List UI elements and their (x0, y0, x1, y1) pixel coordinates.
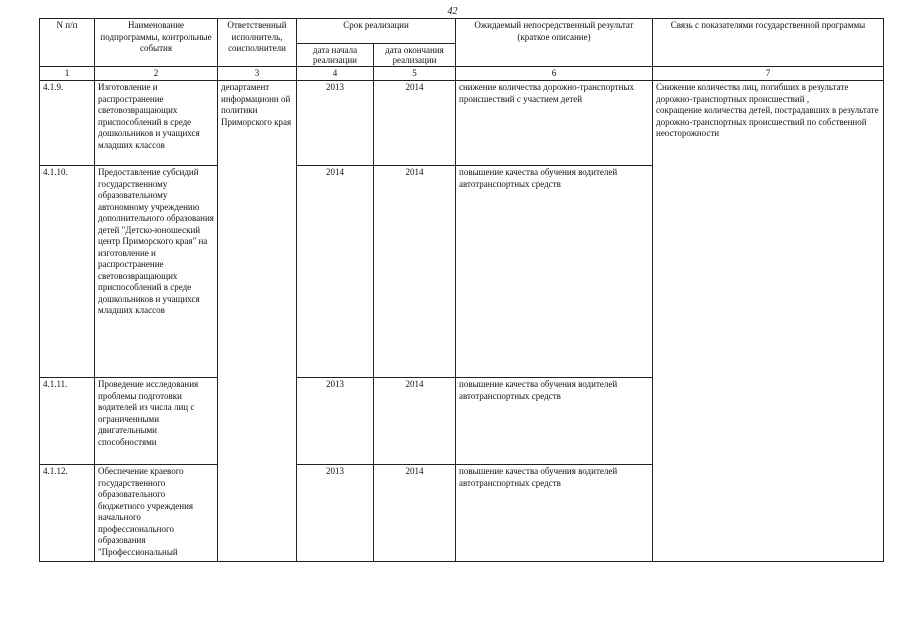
row-num: 4.1.9. (40, 81, 95, 166)
row-end: 2014 (374, 378, 456, 465)
header-end: дата окончания реализации (374, 44, 456, 67)
row-num: 4.1.11. (40, 378, 95, 465)
row-start: 2013 (297, 465, 374, 562)
row-num: 4.1.10. (40, 166, 95, 378)
column-number: 1 (40, 67, 95, 81)
column-number: 5 (374, 67, 456, 81)
row-result: снижение количества дорожно-транспортных происшествий с участием детей (456, 81, 653, 166)
row-name: Предоставление субсидий государственному образовательному автономному учреждению дополнительного образования детей "Детско-юношеский центр Приморского края" на изготовление и распространение световозвращающих приспособлений в среде дошкольников и учащихся младших классов (95, 166, 218, 378)
column-number: 3 (218, 67, 297, 81)
row-end: 2014 (374, 465, 456, 562)
header-period: Срок реализации (297, 19, 456, 44)
column-number: 7 (653, 67, 884, 81)
row-result: повышение качества обучения водителей автотранспортных средств (456, 378, 653, 465)
row-start: 2013 (297, 81, 374, 166)
header-name: Наименование подпрограммы, контрольные события (95, 19, 218, 67)
row-start: 2014 (297, 166, 374, 378)
column-number: 2 (95, 67, 218, 81)
link-cell: Снижение количества лиц, погибших в результате дорожно-транспортных происшествий , сокращение количества детей, пострадавших в результате дорожно-транспортных происшествий по собственной неосторожности (653, 81, 884, 562)
row-name: Изготовление и распространение световозвращающих приспособлений в среде дошкольников и учащихся младших классов (95, 81, 218, 166)
row-end: 2014 (374, 81, 456, 166)
row-result: повышение качества обучения водителей автотранспортных средств (456, 166, 653, 378)
header-num: N п/п (40, 19, 95, 67)
row-result: повышение качества обучения водителей автотранспортных средств (456, 465, 653, 562)
row-name: Проведение исследования проблемы подготовки водителей из числа лиц с ограниченными двигательными способностями (95, 378, 218, 465)
row-num: 4.1.12. (40, 465, 95, 562)
header-link: Связь с показателями государственной программы (653, 19, 884, 67)
header-result: Ожидаемый непосредственный результат (краткое описание) (456, 19, 653, 67)
row-start: 2013 (297, 378, 374, 465)
column-number-row (40, 67, 884, 81)
column-number: 4 (297, 67, 374, 81)
table-row (40, 81, 884, 166)
column-number: 6 (456, 67, 653, 81)
header-executor: Ответственный исполнитель, соисполнители (218, 19, 297, 67)
header-start: дата начала реализации (297, 44, 374, 67)
row-name: Обеспечение краевого государственного образовательного бюджетного учреждения начального профессионального образования "Профессиональный (95, 465, 218, 562)
header-row (40, 19, 884, 44)
row-end: 2014 (374, 166, 456, 378)
page-number: 42 (447, 6, 458, 17)
program-table (39, 18, 884, 562)
executor-cell: департамент информационн ой политики Приморского края (218, 81, 297, 562)
